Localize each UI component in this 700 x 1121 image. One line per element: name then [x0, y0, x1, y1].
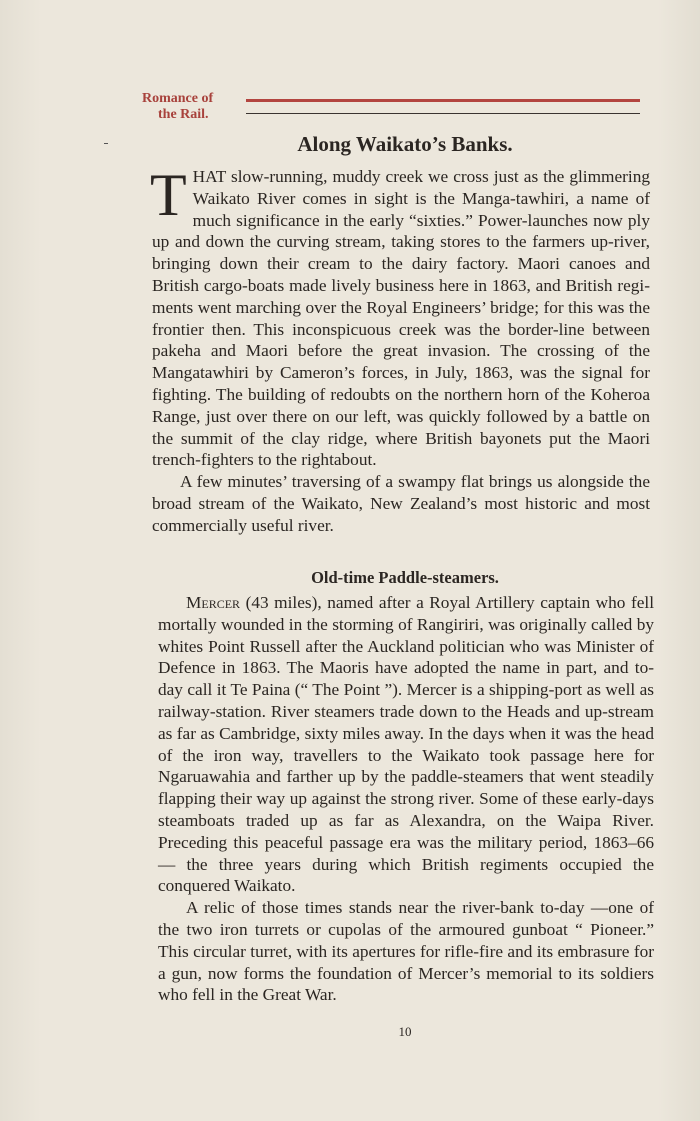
header-rule-black — [246, 113, 640, 114]
paragraph: A relic of those times stands near the river-bank to-day —one of the two iron turrets or cupolas of the armoured gunboat “ Pioneer.” This circular turret, with its apertures for rifle-fire and its embrasure for a gun, now forms the foundation of Mercer’s memorial to its soldiers who fell in the Great War. — [158, 898, 654, 1005]
chapter-title: Along Waikato’s Banks. — [297, 132, 513, 156]
header-rule-red — [246, 99, 640, 102]
series-title-line1: Romance of — [142, 91, 214, 106]
paragraph — [158, 592, 654, 897]
paragraph-text: (43 miles), named after a Royal Artillery captain who fell mortally wounded in the storming of Rangiriri, was originally called by whites Point Russell after the Auckland politician who was Minister of Defence in 1863. The Maoris have adopted the name in part, and to-day call it Te Paina (“ The Point ”). Mercer is a shipping-port as well as railway-station. River steamers trade down to the Heads and up-stream as far as Cambridge, sixty miles away. In the days when it was the head of the iron way, travellers to the Waikato took passage here for Ngaruawahia and farther up by the paddle-steamers that went steadily flapping their way up against the strong river. Some of these early-days steamboats traded up as far as Alexandra, on the Waipa River. Preceding this peaceful passage era was the military period, 1863–66 — the three years during which British regiments occupied the conquered Waikato. — [158, 593, 654, 896]
drop-cap: T — [150, 162, 187, 228]
series-title-line2: the Rail. — [158, 107, 209, 122]
page-number: 10 — [398, 1024, 412, 1039]
paragraph-text: HAT slow-running, muddy creek we cross just as the glimmering Waikato River comes in sight is the Manga-tawhiri, a name of much significance in the early “sixties.” Power-launches now ply up and down the curving stream, taking stores to the farmers up-river, bringing down their cream to the dairy factory. Maori canoes and British cargo-boats made lively business here in 1863, and British regi-ments went marching over the Royal Engineers’ bridge; for this was the frontier then. This inconspicuous creek was the border-line between pakeha and Maori before the great invasion. The crossing of the Mangatawhiri by Cameron’s forces, in July, 1863, was the signal for fighting. The building of redoubts on the northern horn of the Koheroa Range, just over there on our left, was quickly followed by a battle on the summit of the clay ridge, where British bayonets put the Maori trench-fighters to the rightabout. — [152, 167, 650, 470]
paragraph: A few minutes’ traversing of a swampy flat brings us alongside the broad stream of the Waikato, New Zealand’s most historic and most commercially useful river. — [152, 472, 650, 535]
series-title — [142, 91, 242, 123]
paragraph — [150, 162, 650, 471]
section-subheading: Old-time Paddle-steamers. — [311, 568, 499, 587]
running-header — [142, 91, 642, 125]
lead-word: Mercer — [186, 593, 241, 612]
section-two-text — [158, 592, 654, 1006]
section-one-text — [150, 162, 650, 537]
